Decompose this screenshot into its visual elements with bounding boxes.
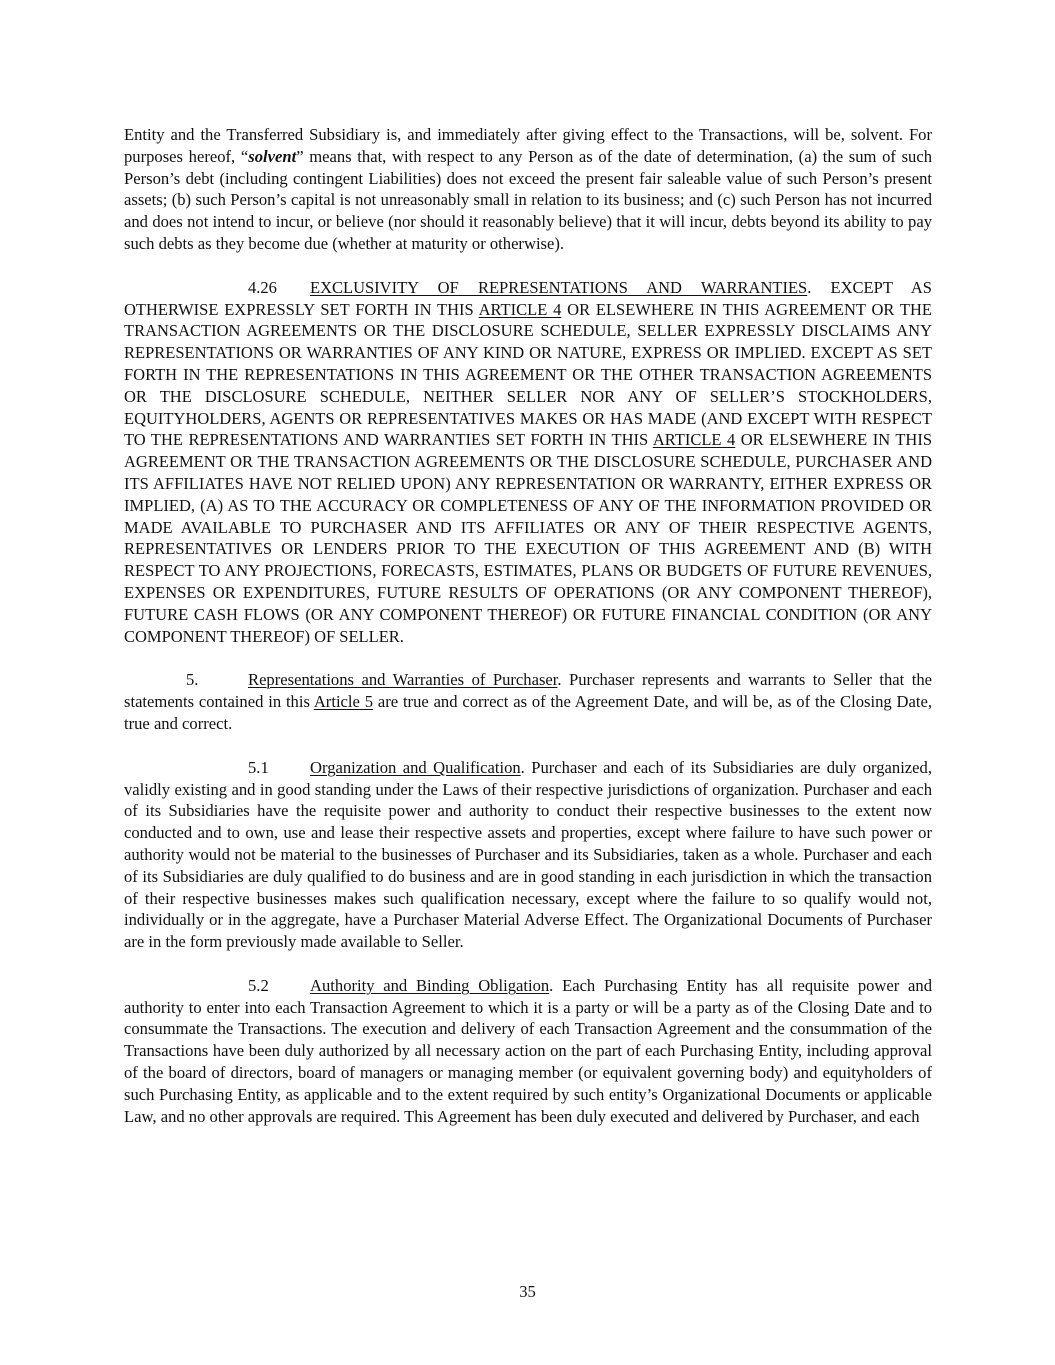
section-text: OR ELSEWHERE IN THIS AGREEMENT OR THE TRANSACTION AGREEMENTS OR THE DISCLOSURE SCHEDULE, SELLER EXPRESSLY DISCLAIMS ANY REPRESENTATIONS OR WARRANTIES OF ANY KIND OR NATURE, EXPRESS OR IMPLIED. EXCEPT AS SET FORTH IN THE REPRESENTATIONS IN THIS AGREEMENT OR THE OTHER TRANSACTION AGREEMENTS OR THE DISCLOSURE SCHEDULE, NEITHER SELLER NOR ANY OF SELLER’S STOCKHOLDERS, EQUITYHOLDERS, AGENTS OR REPRESENTATIVES MAKES OR HAS MADE (AND EXCEPT WITH RESPECT TO THE REPRESENTATIONS AND WARRANTIES SET FORTH IN THIS	[124, 299, 932, 450]
section-heading: Organization and Qualification	[310, 757, 521, 777]
section-5-1	[124, 757, 932, 953]
paragraph-text: Entity and the Transferred Subsidiary is, and immediately after giving effect to the Transactions, will be, solvent. For purposes hereof, “	[124, 125, 932, 166]
section-heading: Representations and Warranties of Purchaser	[248, 670, 558, 690]
section-heading: EXCLUSIVITY OF REPRESENTATIONS AND WARRANTIES	[310, 277, 808, 297]
document-page	[124, 124, 932, 1127]
section-heading: Authority and Binding Obligation	[310, 975, 550, 995]
paragraph-solvency	[124, 124, 932, 255]
section-number: 4.26	[248, 277, 277, 297]
section-4-26	[124, 277, 932, 648]
cross-reference-article-4: ARTICLE 4	[652, 430, 736, 450]
cross-reference-article-5: Article 5	[313, 692, 374, 712]
section-number: 5.2	[248, 975, 269, 995]
cross-reference-article-4: ARTICLE 4	[478, 299, 562, 319]
section-number: 5.	[186, 670, 199, 690]
section-5-2	[124, 975, 932, 1128]
section-text: OR ELSEWHERE IN THIS AGREEMENT OR THE TRANSACTION AGREEMENTS OR THE DISCLOSURE SCHEDULE, PURCHASER AND ITS AFFILIATES HAVE NOT RELIED UPON) ANY REPRESENTATION OR WARRANTY, EITHER EXPRESS OR IMPLIED, (A) AS TO THE ACCURACY OR COMPLETENESS OF ANY OF THE INFORMATION PROVIDED OR MADE AVAILABLE TO PURCHASER AND ITS AFFILIATES OR ANY OF THEIR RESPECTIVE AGENTS, REPRESENTATIVES OR LENDERS PRIOR TO THE EXECUTION OF THIS AGREEMENT AND (B) WITH RESPECT TO ANY PROJECTIONS, FORECASTS, ESTIMATES, PLANS OR BUDGETS OF FUTURE REVENUES, EXPENSES OR EXPENDITURES, FUTURE RESULTS OF OPERATIONS (OR ANY COMPONENT THEREOF), FUTURE CASH FLOWS (OR ANY COMPONENT THEREOF) OR FUTURE FINANCIAL CONDITION (OR ANY COMPONENT THEREOF) OF SELLER.	[124, 430, 933, 646]
section-text: are true and correct as of the Agreement Date, and will be, as of the Closing Date, true and correct.	[124, 692, 932, 733]
section-text: . Each Purchasing Entity has all requisite power and authority to enter into each Transaction Agreement to which it is a party or will be a party as of the Closing Date and to consummate the Transactions. The execution and delivery of each Transaction Agreement and the consummation of the Transactions have been duly authorized by all necessary action on the part of each Purchasing Entity, including approval of the board of directors, board of managers or managing member (or equivalent governing body) and equityholders of such Purchasing Entity, as applicable and to the extent required by such entity’s Organizational Documents or applicable Law, and no other approvals are required. This Agreement has been duly executed and delivered by Purchaser, and each	[124, 975, 932, 1126]
paragraph-text: ” means that, with respect to any Person as of the date of determination, (a) the sum of such Person’s debt (including contingent Liabilities) does not exceed the present fair saleable value of such Person’s present assets; (b) such Person’s capital is not unreasonably small in relation to its business; and (c) such Person has not incurred and does not intend to incur, or believe (nor should it reasonably believe) that it will incur, debts beyond its ability to pay such debts as they become due (whether at maturity or otherwise).	[124, 146, 932, 253]
page-number: 35	[519, 1282, 536, 1301]
defined-term-solvent: solvent	[248, 146, 297, 166]
section-5	[124, 669, 932, 734]
section-text: . Purchaser and each of its Subsidiaries are duly organized, validly existing and in good standing under the Laws of their respective jurisdictions of organization. Purchaser and each of its Subsidiaries have the requisite power and authority to conduct their respective businesses to the extent now conducted and to own, use and lease their respective assets and properties, except where failure to have such power or authority would not be material to the businesses of Purchaser and its Subsidiaries, taken as a whole. Purchaser and each of its Subsidiaries are duly qualified to do business and are in good standing in each jurisdiction in which the transaction of their respective businesses makes such qualification necessary, except where the failure to so qualify would not, individually or in the aggregate, have a Purchaser Material Adverse Effect. The Organizational Documents of Purchaser are in the form previously made available to Seller.	[124, 757, 932, 952]
section-text: . EXCEPT AS OTHERWISE EXPRESSLY SET FORTH IN THIS	[124, 277, 932, 319]
section-text: . Purchaser represents and warrants to Seller that the statements contained in this	[124, 670, 932, 712]
section-number: 5.1	[248, 757, 269, 777]
